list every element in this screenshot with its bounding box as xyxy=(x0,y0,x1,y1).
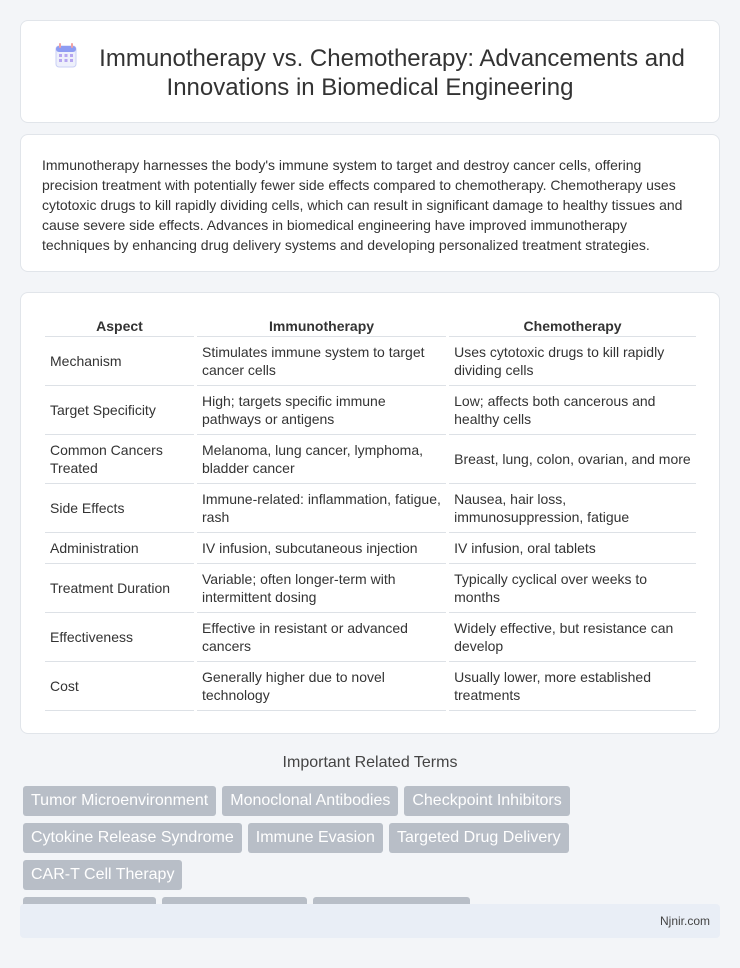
immunotherapy-cell: Effective in resistant or advanced cancers xyxy=(197,613,446,662)
immunotherapy-cell: IV infusion, subcutaneous injection xyxy=(197,533,446,564)
table-row xyxy=(45,564,696,613)
related-terms-heading: Important Related Terms xyxy=(282,754,458,771)
related-term-tag[interactable]: Cytokine Release Syndrome xyxy=(23,823,242,853)
intro-paragraph: Immunotherapy harnesses the body's immune system to target and destroy cancer cells, offering precision treatment with potentially fewer side effects compared to chemotherapy. Chemotherapy uses cytotoxic drugs to kill rapidly dividing cells, which can result in significant damage to healthy tissues and cause severe side effects. Advances in biomedical engineering have improved immunotherapy techniques by enhancing drug delivery systems and developing personalized treatment strategies. xyxy=(42,157,683,253)
immunotherapy-cell: Variable; often longer-term with intermittent dosing xyxy=(197,564,446,613)
aspect-cell: Administration xyxy=(45,533,194,564)
immunotherapy-cell: Immune-related: inflammation, fatigue, rash xyxy=(197,484,446,533)
immunotherapy-cell: High; targets specific immune pathways or antigens xyxy=(197,386,446,435)
chemotherapy-cell: Widely effective, but resistance can develop xyxy=(449,613,696,662)
page-title xyxy=(21,43,719,102)
aspect-cell: Common Cancers Treated xyxy=(45,435,194,484)
chemotherapy-cell: Uses cytotoxic drugs to kill rapidly dividing cells xyxy=(449,337,696,386)
aspect-cell: Effectiveness xyxy=(45,613,194,662)
table-row xyxy=(45,386,696,435)
aspect-cell: Mechanism xyxy=(45,337,194,386)
header-chemotherapy: Chemotherapy xyxy=(449,313,696,337)
header-aspect: Aspect xyxy=(45,313,194,337)
chemotherapy-cell: Usually lower, more established treatments xyxy=(449,662,696,711)
immunotherapy-cell: Stimulates immune system to target cancer cells xyxy=(197,337,446,386)
calendar-grid-icon xyxy=(55,43,77,69)
related-term-tag[interactable]: Checkpoint Inhibitors xyxy=(404,786,569,816)
related-term-tag[interactable]: Tumor Microenvironment xyxy=(23,786,216,816)
chemotherapy-cell: Typically cyclical over weeks to months xyxy=(449,564,696,613)
title-text: Immunotherapy vs. Chemotherapy: Advancements and Innovations in Biomedical Engineering xyxy=(99,45,685,101)
aspect-cell: Side Effects xyxy=(45,484,194,533)
intro-card xyxy=(20,134,720,272)
title-card xyxy=(20,20,720,123)
footer-site-link[interactable]: Njnir.com xyxy=(659,914,710,928)
table-row xyxy=(45,662,696,711)
immunotherapy-cell: Generally higher due to novel technology xyxy=(197,662,446,711)
table-row xyxy=(45,533,696,564)
chemotherapy-cell: Breast, lung, colon, ovarian, and more xyxy=(449,435,696,484)
related-term-tag[interactable]: CAR-T Cell Therapy xyxy=(23,860,182,890)
aspect-cell: Cost xyxy=(45,662,194,711)
table-row xyxy=(45,435,696,484)
chemotherapy-cell: Low; affects both cancerous and healthy cells xyxy=(449,386,696,435)
header-immunotherapy: Immunotherapy xyxy=(197,313,446,337)
comparison-table xyxy=(42,313,699,711)
aspect-cell: Target Specificity xyxy=(45,386,194,435)
comparison-card xyxy=(20,292,720,734)
related-term-tag[interactable]: Monoclonal Antibodies xyxy=(222,786,398,816)
related-term-tag[interactable]: Immune Evasion xyxy=(248,823,383,853)
table-row xyxy=(45,613,696,662)
footer xyxy=(20,904,720,938)
chemotherapy-cell: Nausea, hair loss, immunosuppression, fatigue xyxy=(449,484,696,533)
related-term-tag[interactable]: Targeted Drug Delivery xyxy=(389,823,569,853)
immunotherapy-cell: Melanoma, lung cancer, lymphoma, bladder cancer xyxy=(197,435,446,484)
table-row xyxy=(45,337,696,386)
chemotherapy-cell: IV infusion, oral tablets xyxy=(449,533,696,564)
table-row xyxy=(45,484,696,533)
aspect-cell: Treatment Duration xyxy=(45,564,194,613)
table-header-row xyxy=(45,313,696,337)
